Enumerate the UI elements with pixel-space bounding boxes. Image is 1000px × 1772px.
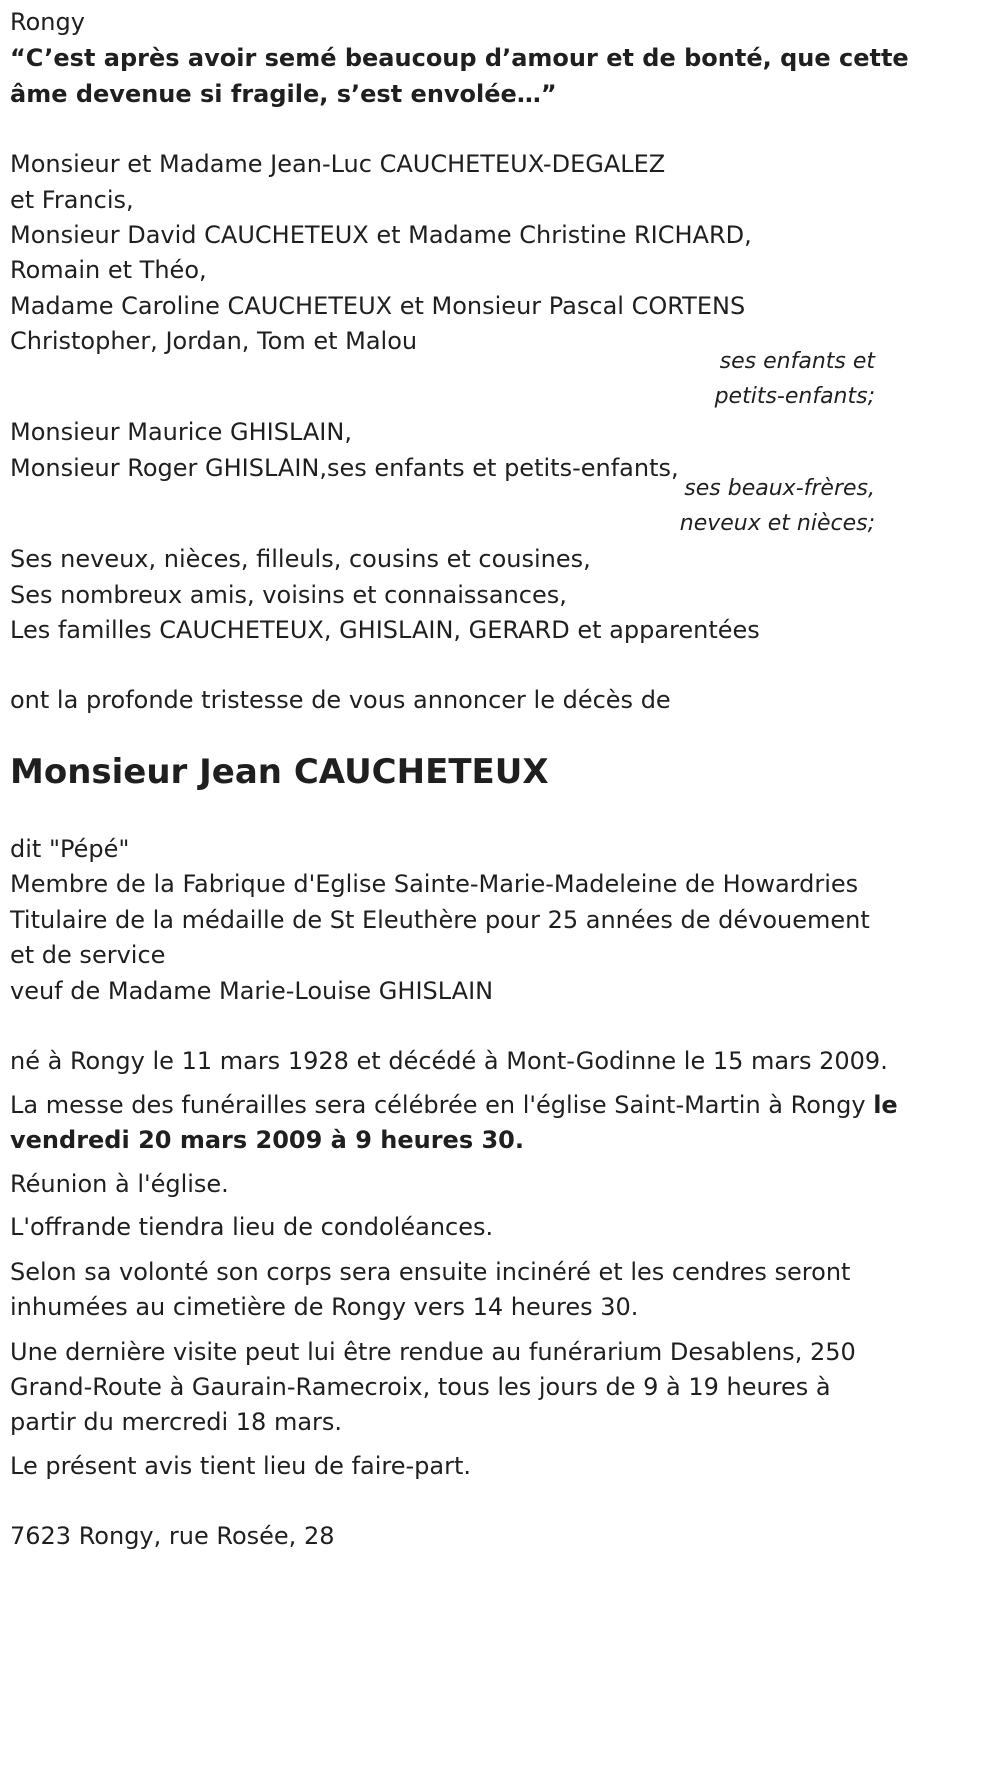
visit-line-1: Une dernière visite peut lui être rendue au funérarium Desablens, 250 (10, 1338, 856, 1366)
cremation-line-2: inhumées au cimetière de Rongy vers 14 heures 30. (10, 1293, 639, 1321)
role-inlaws-line-1: ses beaux-frères, (684, 476, 875, 501)
visit-line-3: partir du mercredi 18 mars. (10, 1408, 343, 1436)
role-inlaws-line-2: neveux et nièces; (679, 511, 875, 536)
deceased-name: Monsieur Jean CAUCHETEUX (10, 752, 549, 792)
deceased-detail: dit "Pépé" (10, 835, 130, 863)
family-line: Monsieur et Madame Jean-Luc CAUCHETEUX-DEGALEZ (10, 150, 666, 178)
deceased-detail: et de service (10, 941, 166, 969)
role-children-line-1: ses enfants et (719, 349, 875, 374)
mass-date: vendredi 20 mars 2009 à 9 heures 30. (10, 1126, 524, 1154)
announcement-text: ont la profonde tristesse de vous annoncer le décès de (10, 686, 671, 714)
others-line: Ses nombreux amis, voisins et connaissances, (10, 581, 567, 609)
address-text: 7623 Rongy, rue Rosée, 28 (10, 1522, 335, 1550)
family-line: Romain et Théo, (10, 256, 207, 284)
inlaw-line: Monsieur Maurice GHISLAIN, (10, 418, 352, 446)
place-heading: Rongy (10, 8, 85, 36)
cremation-line-1: Selon sa volonté son corps sera ensuite incinéré et les cendres seront (10, 1258, 851, 1286)
notice-text: Le présent avis tient lieu de faire-part. (10, 1452, 472, 1480)
mass-text: La messe des funérailles sera célébrée en l'église Saint-Martin à Rongy (10, 1091, 874, 1119)
deceased-detail: Membre de la Fabrique d'Eglise Sainte-Marie-Madeleine de Howardries (10, 870, 859, 898)
family-line: Christopher, Jordan, Tom et Malou (10, 327, 418, 355)
mass-date-start: le (873, 1091, 898, 1119)
quote-line-1: “C’est après avoir semé beaucoup d’amour et de bonté, que cette (10, 44, 909, 72)
family-line: et Francis, (10, 186, 134, 214)
deceased-detail: veuf de Madame Marie-Louise GHISLAIN (10, 977, 494, 1005)
deceased-detail: Titulaire de la médaille de St Eleuthère pour 25 années de dévouement (10, 906, 870, 934)
reunion-text: Réunion à l'église. (10, 1170, 229, 1198)
quote-line-2: âme devenue si fragile, s’est envolée…” (10, 80, 557, 108)
visit-line-2: Grand-Route à Gaurain-Ramecroix, tous les jours de 9 à 19 heures à (10, 1373, 831, 1401)
others-line: Ses neveux, nièces, filleuls, cousins et cousines, (10, 545, 591, 573)
mass-line-1 (10, 1087, 898, 1123)
family-line: Monsieur David CAUCHETEUX et Madame Christine RICHARD, (10, 221, 752, 249)
role-children-line-2: petits-enfants; (714, 384, 875, 409)
family-line: Madame Caroline CAUCHETEUX et Monsieur Pascal CORTENS (10, 292, 746, 320)
others-line: Les familles CAUCHETEUX, GHISLAIN, GERARD et apparentées (10, 616, 760, 644)
inlaw-line: Monsieur Roger GHISLAIN,ses enfants et petits-enfants, (10, 454, 679, 482)
offering-text: L'offrande tiendra lieu de condoléances. (10, 1213, 494, 1241)
birth-death-text: né à Rongy le 11 mars 1928 et décédé à Mont-Godinne le 15 mars 2009. (10, 1047, 888, 1075)
